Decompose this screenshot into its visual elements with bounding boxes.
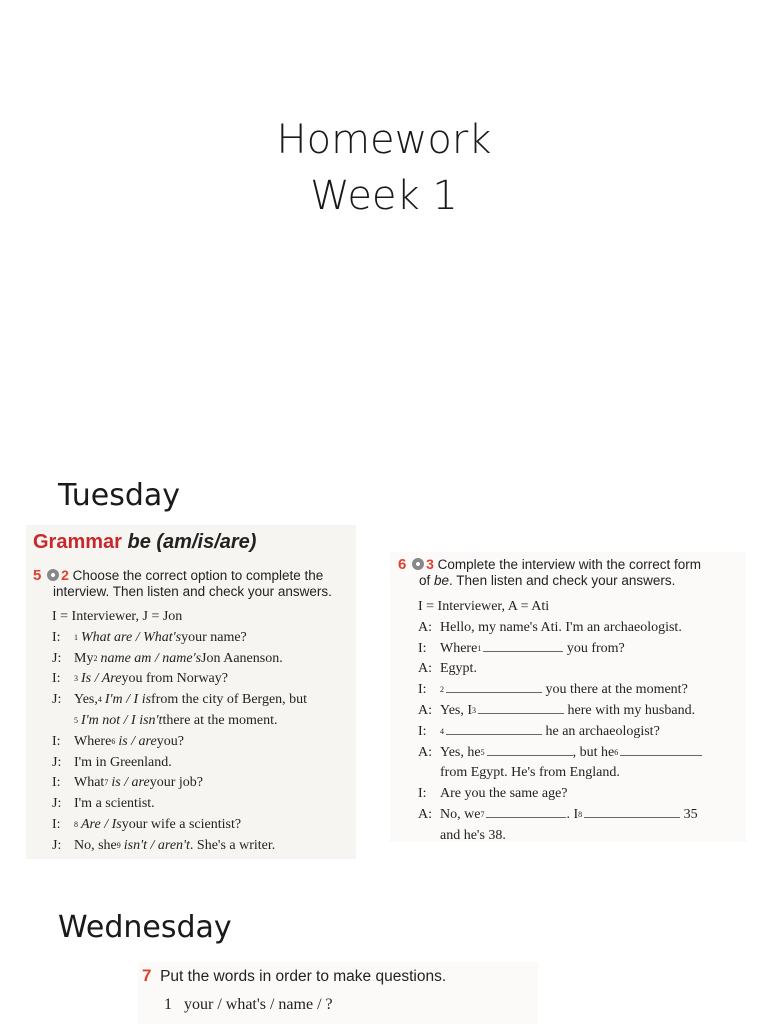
exercise-6-instruction-line-1: Complete the interview with the correct form	[437, 557, 702, 572]
exercise-5-line	[52, 753, 307, 774]
audio-cd-icon	[412, 558, 424, 570]
exercise-5-line	[52, 815, 307, 836]
exercise-6-key: I = Interviewer, A = Ati	[418, 599, 550, 614]
exercise-5-line	[52, 669, 307, 690]
grammar-word: Grammar	[33, 531, 122, 553]
answer-option[interactable]: Is / Are	[81, 671, 122, 687]
blank-number: 2	[93, 653, 98, 663]
exercise-6-instruction-2c: . Then listen and check your answers.	[449, 573, 676, 588]
exercise-7-instruction-text: Put the words in order to make questions.	[160, 968, 447, 985]
exercise-6-line-10: A: No, we 7 . I 8 35	[418, 806, 698, 822]
line-text: Yes,	[74, 692, 98, 708]
speaker-label: J:	[52, 837, 62, 853]
exercise-6-line-9: I: Are you the same age?	[418, 786, 568, 802]
page-title	[0, 112, 768, 224]
exercise-7-number: 7	[142, 966, 152, 985]
title-line-2: Week 1	[310, 173, 458, 219]
line-text: What	[74, 775, 105, 791]
day-label-wednesday: Wednesday	[58, 910, 232, 945]
line-text: your name?	[181, 629, 247, 645]
speaker-label: I:	[52, 629, 61, 645]
blank-number: 9	[116, 840, 121, 850]
answer-blank[interactable]	[478, 701, 564, 714]
audio-cd-icon	[47, 569, 59, 581]
speaker-label: I:	[52, 671, 61, 687]
line-text: I'm in Greenland.	[74, 754, 172, 770]
exercise-6-instruction-2b: be	[434, 573, 450, 588]
grammar-topic: be (am/is/are)	[127, 531, 257, 553]
line-text: No, she	[74, 837, 117, 853]
speaker-label: J:	[52, 650, 62, 666]
exercise-7-item-1	[164, 996, 333, 1014]
answer-option[interactable]: is / are	[118, 733, 157, 749]
exercise-5-line	[52, 773, 307, 794]
answer-blank[interactable]	[584, 805, 680, 818]
answer-option[interactable]: I'm not / I isn't	[81, 712, 163, 728]
exercise-6-line-11: and he's 38.	[440, 827, 506, 843]
speaker-label: I:	[52, 816, 61, 832]
line-text: . She's a writer.	[189, 837, 276, 853]
answer-option[interactable]: I'm / I is	[104, 692, 152, 708]
exercise-6-instruction	[398, 556, 701, 589]
exercise-5-key: I = Interviewer, J = Jon	[52, 609, 183, 624]
answer-blank[interactable]	[483, 639, 563, 652]
line-text: I'm a scientist.	[74, 796, 155, 812]
exercise-6-dialogue	[418, 597, 702, 847]
exercise-5-line	[52, 711, 307, 732]
answer-blank[interactable]	[486, 805, 566, 818]
exercise-5-instruction-line-1: Choose the correct option to complete the	[72, 568, 324, 583]
blank-number: 4	[97, 695, 102, 705]
exercise-6-line-8: from Egypt. He's from England.	[440, 765, 620, 781]
exercise-5-line	[52, 836, 307, 857]
exercise-6-line-5: A: Yes, I 3 here with my husband.	[418, 702, 696, 718]
day-label-tuesday: Tuesday	[58, 478, 181, 513]
exercise-7-panel	[138, 962, 538, 1024]
exercise-7-item-text: your / what's / name / ?	[184, 996, 333, 1013]
exercise-5-dialogue	[52, 607, 307, 857]
speaker-label: I:	[52, 733, 61, 749]
exercise-5-line	[52, 649, 307, 670]
exercise-6-number: 6	[398, 556, 407, 573]
blank-number: 6	[111, 736, 116, 746]
line-text: Jon Aanenson.	[201, 650, 283, 666]
exercise-5-line	[52, 732, 307, 753]
exercise-5-line	[52, 628, 307, 649]
exercise-6-line-2: I: Where 1 you from?	[418, 640, 625, 656]
answer-option[interactable]: is / are	[111, 775, 150, 791]
exercise-6-line-6: I: 4 he an archaeologist?	[418, 723, 660, 739]
speaker-label: J:	[52, 692, 62, 708]
exercise-6-line-7: A: Yes, he 5 , but he 6	[418, 743, 702, 764]
answer-blank[interactable]	[620, 743, 702, 756]
line-text: you from Norway?	[121, 671, 228, 687]
exercise-6-panel	[390, 552, 746, 842]
answer-option[interactable]: name am / name's	[100, 650, 202, 666]
line-text: you?	[156, 733, 184, 749]
grammar-heading	[33, 531, 256, 554]
exercise-6-instruction-2a: of	[419, 573, 435, 588]
blank-number: 3	[74, 674, 78, 684]
line-text: your wife a scientist?	[121, 816, 242, 832]
line-text: from the city of Bergen, but	[151, 692, 308, 708]
exercise-7-instruction	[142, 966, 446, 986]
exercise-5-track: 2	[61, 567, 69, 583]
answer-option[interactable]: Are / Is	[81, 816, 122, 832]
title-line-1: Homework	[276, 117, 492, 163]
exercise-5-number: 5	[33, 567, 42, 584]
line-text: Where	[74, 733, 112, 749]
speaker-label: J:	[52, 754, 62, 770]
answer-blank[interactable]	[446, 722, 542, 735]
exercise-5-instruction-line-2: interview. Then listen and check your answers.	[53, 584, 332, 599]
line-text: My	[74, 650, 94, 666]
exercise-6-track: 3	[426, 556, 434, 572]
exercise-6-line-4: I: 2 you there at the moment?	[418, 682, 688, 698]
speaker-label	[52, 711, 74, 732]
speaker-label: J:	[52, 796, 62, 812]
blank-number: 8	[74, 819, 78, 829]
exercise-5-panel	[26, 525, 356, 859]
answer-option[interactable]: What are / What's	[81, 629, 182, 645]
exercise-5-line	[52, 794, 307, 815]
blank-number: 7	[104, 778, 109, 788]
answer-blank[interactable]	[446, 680, 542, 693]
speaker-label: I:	[52, 775, 61, 791]
blank-number: 1	[74, 632, 78, 642]
answer-blank[interactable]	[487, 743, 573, 756]
exercise-6-line-1: A: Hello, my name's Ati. I'm an archaeologist.	[418, 619, 682, 635]
exercise-7-item-number: 1	[164, 996, 172, 1013]
exercise-6-line-3: A: Egypt.	[418, 661, 477, 677]
answer-option[interactable]: isn't / aren't	[123, 837, 190, 853]
line-text: there at the moment.	[162, 712, 278, 728]
exercise-5-line	[52, 690, 307, 711]
blank-number: 5	[74, 715, 78, 725]
line-text: your job?	[149, 775, 203, 791]
exercise-5-instruction	[33, 567, 332, 600]
